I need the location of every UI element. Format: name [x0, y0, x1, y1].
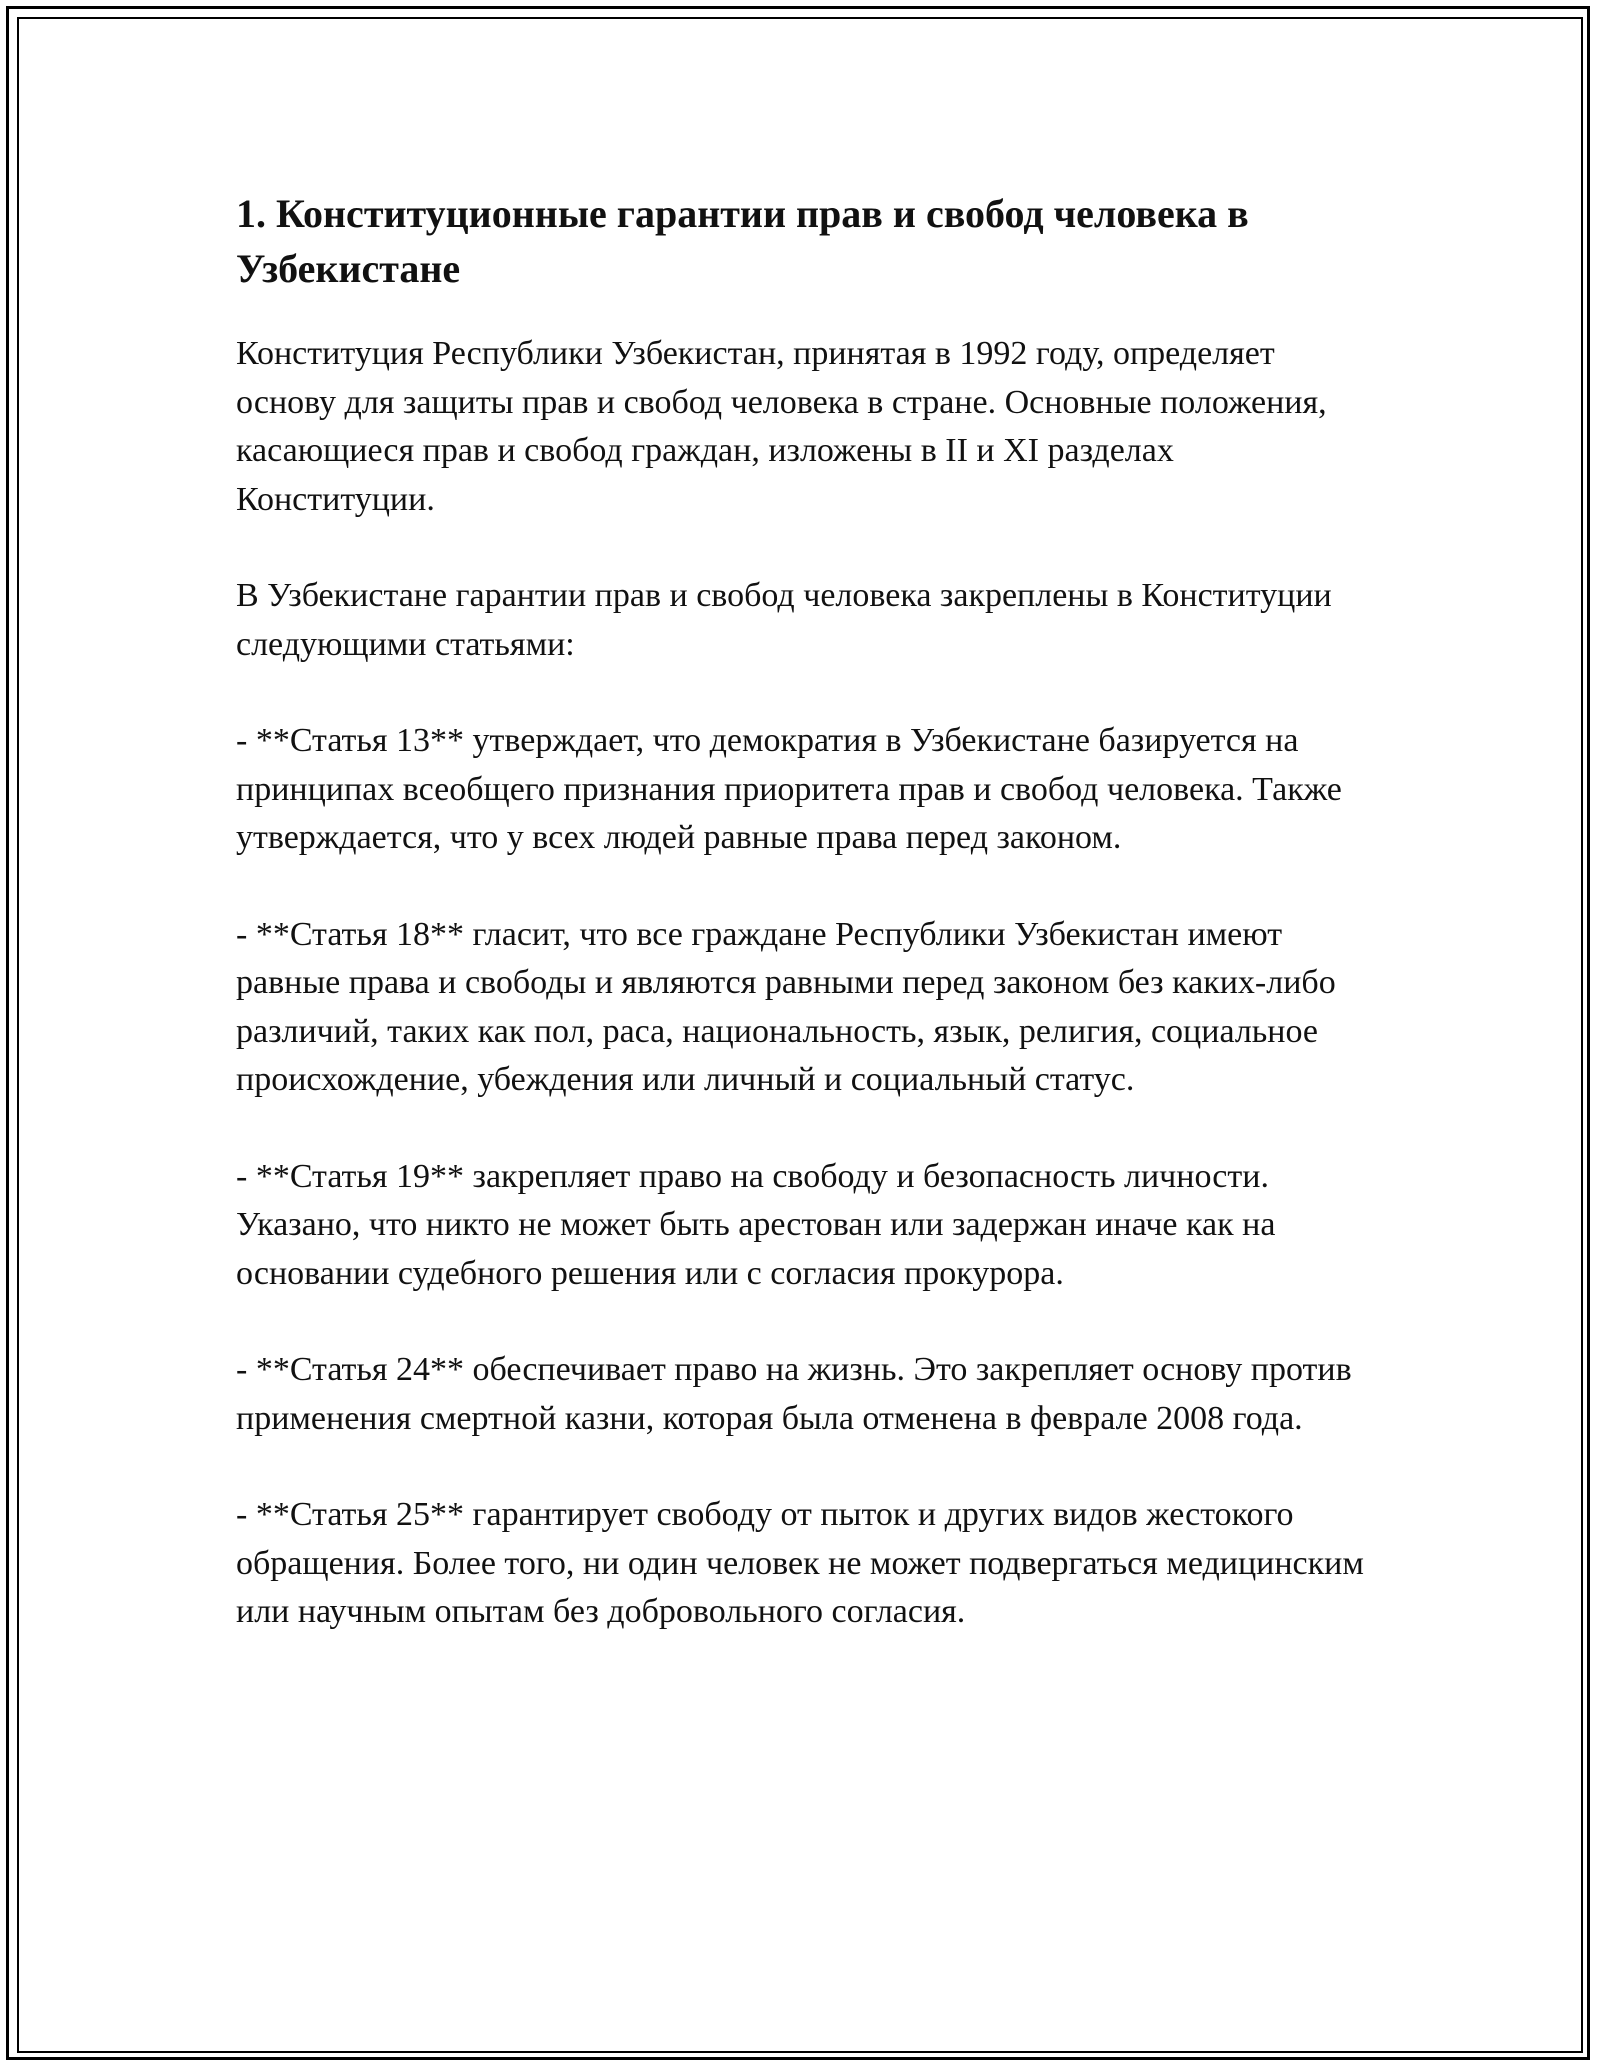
- articles-intro-paragraph: В Узбекистане гарантии прав и свобод человека закреплены в Конституции следующими статьями:: [236, 577, 1332, 663]
- article-18-paragraph: - **Статья 18** гласит, что все граждане Республики Узбекистан имеют равные права и свободы и являются равными перед законом без каких-либо различий, таких как пол, раса, национальность, язык, религия, социальное происхождение, убеждения или личный и социальный статус.: [236, 915, 1336, 1098]
- document-heading: 1. Конституционные гарантии прав и свобод человека в Узбекистане: [236, 191, 1249, 291]
- article-24-paragraph: - **Статья 24** обеспечивает право на жизнь. Это закрепляет основу против применения смертной казни, которая была отменена в феврале 2008 года.: [236, 1351, 1352, 1437]
- article-19-paragraph: - **Статья 19** закрепляет право на свободу и безопасность личности. Указано, что никто не может быть арестован или задержан иначе как на основании судебного решения или с согласия прокурора.: [236, 1157, 1276, 1292]
- article-13-paragraph: - **Статья 13** утверждает, что демократия в Узбекистане базируется на принципах всеобщего признания приоритета прав и свобод человека. Также утверждается, что у всех людей равные права перед законом.: [236, 722, 1342, 856]
- intro-paragraph: Конституция Республики Узбекистан, принятая в 1992 году, определяет основу для защиты прав и свобод человека в стране. Основные положения, касающиеся прав и свобод граждан, изложены в II и XI разделах Конституции.: [236, 335, 1327, 518]
- document-body: [236, 186, 1376, 1685]
- article-25-paragraph: - **Статья 25** гарантирует свободу от пыток и других видов жестокого обращения. Более того, ни один человек не может подвергаться медицинским или научным опытам без добровольного согласия.: [236, 1496, 1364, 1630]
